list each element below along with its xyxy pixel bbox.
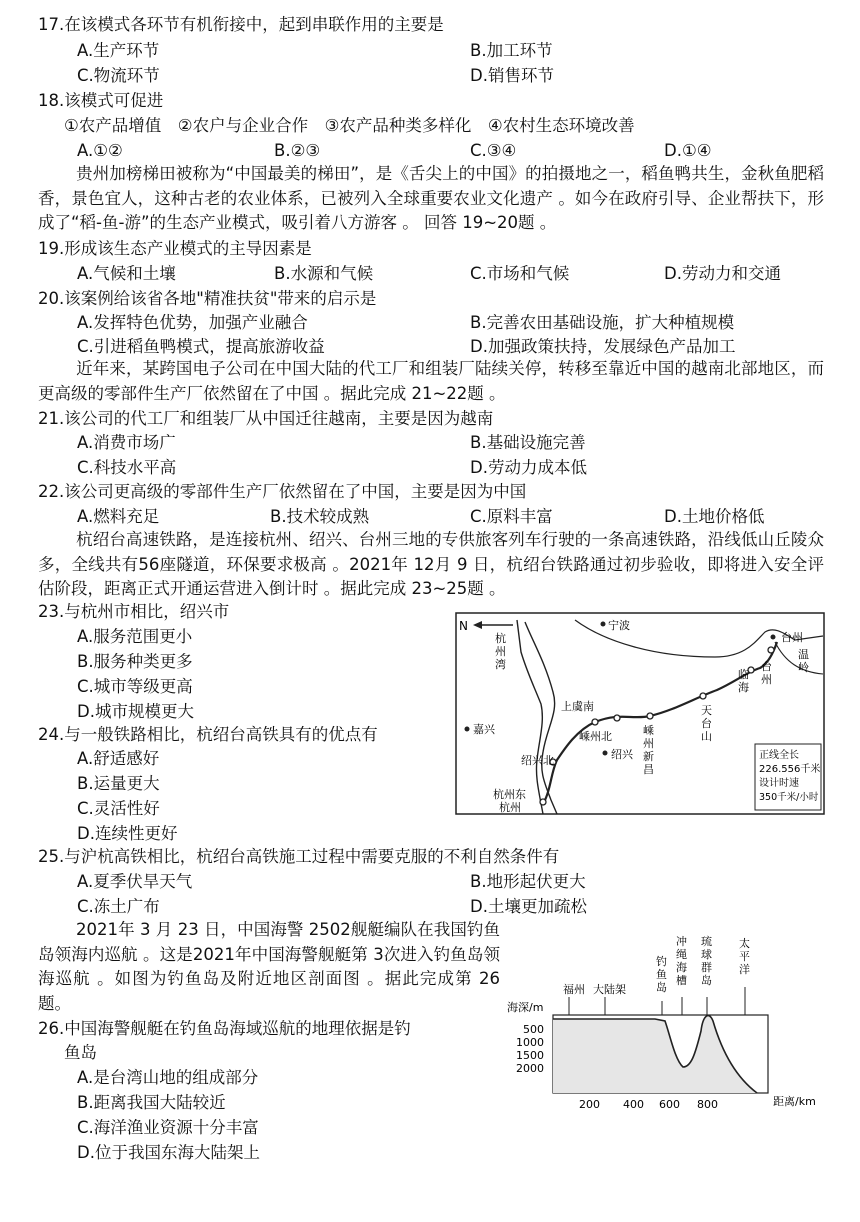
profile-ytick-2000: 2000 [516, 1062, 544, 1075]
map-label-hangzhoudong: 杭州东 [493, 788, 526, 801]
profile-xtick-600: 600 [659, 1098, 680, 1110]
passage-4 [38, 918, 500, 1016]
q22-option-a: A.燃料充足 [77, 507, 160, 526]
q18-option-d: D.①④ [664, 141, 712, 160]
map-label-shengzhoubei: 嵊州北 [579, 730, 612, 743]
q24-stem: 24.与一般铁路相比，杭绍台高铁具有的优点有 [38, 725, 378, 744]
q18-option-b: B.②③ [274, 141, 321, 160]
profile-xtick-200: 200 [579, 1098, 600, 1110]
q25-option-b: B.地形起伏更大 [470, 872, 586, 891]
q25-option-c: C.冻土广布 [77, 897, 160, 916]
map-label-shangyunan: 上虞南 [561, 700, 594, 713]
railway-map [455, 612, 825, 815]
q24-option-a: A.舒适感好 [77, 749, 160, 768]
q20-option-a: A.发挥特色优势，加强产业融合 [77, 313, 308, 332]
q26-option-a: A.是台湾山地的组成部分 [77, 1068, 259, 1087]
q17-option-c: C.物流环节 [77, 66, 160, 85]
q21-stem: 21.该公司的代工厂和组装厂从中国迁往越南，主要是因为越南 [38, 409, 494, 428]
profile-xlabel: 距离/km [773, 1095, 816, 1108]
map-label-hangzhou: 杭州 [499, 801, 521, 814]
q24-option-b: B.运量更大 [77, 774, 160, 793]
map-label-bay-1: 杭 [495, 632, 506, 645]
q23-option-c: C.城市等级更高 [77, 677, 193, 696]
q25-option-a: A.夏季伏旱天气 [77, 872, 193, 891]
q21-option-c: C.科技水平高 [77, 458, 177, 477]
q26-stem-1: 26.中国海警舰艇在钓鱼岛海域巡航的地理依据是钓 [38, 1019, 411, 1038]
passage-1-text: 贵州加榜梯田被称为“中国最美的梯田”，是《舌尖上的中国》的拍摄地之一，稻鱼鸭共生，金秋鱼肥稻香，景色宜人，这种古老的农业体系，已被列入全球重要农业文化遗产 。如今在政府引导、企业帮扶下，形成了“稻-鱼-游”的生态产业模式，吸引着八方游客 。 回答 19~20题 。 [38, 164, 824, 232]
map-label-jiaxing: 嘉兴 [473, 723, 495, 736]
q17-stem: 17.在该模式各环节有机衔接中，起到串联作用的主要是 [38, 15, 444, 34]
profile-xtick-400: 400 [623, 1098, 644, 1110]
q17-option-d: D.销售环节 [470, 66, 554, 85]
map-label-shaoxingbei: 绍兴北 [521, 754, 554, 767]
q19-option-a: A.气候和土壤 [77, 264, 176, 283]
map-label-shengzhou-xinchang: 嵊州新昌 [643, 724, 654, 776]
profile-label-diaoyu: 钓鱼岛 [656, 955, 667, 994]
map-label-linhai: 临海 [738, 668, 749, 694]
profile-ytick-500: 500 [523, 1023, 544, 1036]
q21-option-b: B.基础设施完善 [470, 433, 586, 452]
map-label-taizhou: 台州 [781, 631, 803, 644]
passage-2 [38, 357, 824, 406]
q26-option-d: D.位于我国东海大陆架上 [77, 1143, 260, 1162]
q18-stem: 18.该模式可促进 [38, 91, 164, 110]
seafloor-profile [505, 935, 825, 1110]
q18-option-a: A.①② [77, 141, 123, 160]
profile-label-fuzhou: 福州 [563, 983, 585, 996]
q21-option-d: D.劳动力成本低 [470, 458, 587, 477]
q19-option-d: D.劳动力和交通 [664, 264, 781, 283]
q25-option-d: D.土壤更加疏松 [470, 897, 587, 916]
map-label-wenling: 温岭 [798, 648, 809, 674]
map-label-tiantaishan: 天台山 [701, 704, 712, 743]
q20-option-d: D.加强政策扶持，发展绿色产品加工 [470, 337, 736, 356]
passage-1 [38, 162, 824, 236]
q22-option-d: D.土地价格低 [664, 507, 765, 526]
passage-3 [38, 528, 824, 602]
profile-label-pacific: 太平洋 [739, 937, 750, 976]
q23-option-d: D.城市规模更大 [77, 702, 194, 721]
q23-stem: 23.与杭州市相比，绍兴市 [38, 602, 230, 621]
q22-stem: 22.该公司更高级的零部件生产厂依然留在了中国，主要是因为中国 [38, 482, 527, 501]
q24-option-c: C.灵活性好 [77, 799, 160, 818]
q17-option-a: A.生产环节 [77, 41, 160, 60]
q22-option-c: C.原料丰富 [470, 507, 553, 526]
legend-line-4: 350千米/小时 [759, 792, 819, 803]
profile-ylabel: 海深/m [507, 1001, 544, 1014]
q23-option-b: B.服务种类更多 [77, 652, 193, 671]
profile-label-ryukyu: 琉球群岛 [701, 935, 712, 987]
map-label-bay: 杭州湾 [495, 632, 506, 671]
q18-items: ①农产品增值 ②农户与企业合作 ③农产品种类多样化 ④农村生态环境改善 [64, 116, 635, 135]
q21-option-a: A.消费市场广 [77, 433, 176, 452]
passage-3-text: 杭绍台高速铁路，是连接杭州、绍兴、台州三地的专供旅客列车行驶的一条高速铁路，沿线低山丘陵众多，全线共有56座隧道，环保要求极高 。2021年 12月 9 日，杭绍台铁路通过初步验收，即将进入安全评估阶段，距离正式开通运营进入倒计时 。据此完成 23~25题 。 [38, 530, 824, 598]
q26-option-c: C.海洋渔业资源十分丰富 [77, 1118, 259, 1137]
map-label-ningbo: 宁波 [608, 619, 630, 632]
q23-option-a: A.服务范围更小 [77, 627, 193, 646]
q20-stem: 20.该案例给该省各地"精准扶贫"带来的启示是 [38, 289, 377, 308]
north-label: N [459, 619, 468, 633]
q19-option-b: B.水源和气候 [274, 264, 374, 283]
passage-4-text: 2021年 3 月 23 日，中国海警 2502舰艇编队在我国钓鱼岛领海内巡航 。这是2021年中国海警舰艇第 3次进入钓鱼岛领海巡航 。如图为钓鱼岛及附近地区剖面图 。据此完成第 26题。 [38, 920, 500, 1013]
q18-option-c: C.③④ [470, 141, 517, 160]
legend-line-1: 正线全长 [759, 750, 799, 761]
map-label-taizhou-stn: 台州 [761, 660, 772, 686]
profile-label-trough: 冲绳海槽 [676, 935, 687, 987]
q20-option-b: B.完善农田基础设施，扩大种植规模 [470, 313, 735, 332]
q24-option-d: D.连续性更好 [77, 824, 178, 843]
legend-line-2: 226.556千米 [759, 764, 821, 775]
q26-stem-2: 鱼岛 [64, 1043, 97, 1062]
q19-stem: 19.形成该生态产业模式的主导因素是 [38, 239, 312, 258]
q22-option-b: B.技术较成熟 [270, 507, 370, 526]
profile-ytick-1000: 1000 [516, 1036, 544, 1049]
legend-line-3: 设计时速 [759, 778, 799, 789]
q25-stem: 25.与沪杭高铁相比，杭绍台高铁施工过程中需要克服的不利自然条件有 [38, 847, 560, 866]
profile-label-shelf: 大陆架 [593, 983, 626, 996]
map-label-shaoxing: 绍兴 [611, 748, 633, 761]
q19-option-c: C.市场和气候 [470, 264, 570, 283]
profile-xtick-800: 800 [697, 1098, 718, 1110]
q26-option-b: B.距离我国大陆较近 [77, 1093, 226, 1112]
passage-2-text: 近年来，某跨国电子公司在中国大陆的代工厂和组装厂陆续关停，转移至靠近中国的越南北部地区，而更高级的零部件生产厂依然留在了中国 。据此完成 21~22题 。 [38, 359, 824, 403]
profile-ytick-1500: 1500 [516, 1049, 544, 1062]
q20-option-c: C.引进稻鱼鸭模式，提高旅游收益 [77, 337, 325, 356]
q17-option-b: B.加工环节 [470, 41, 553, 60]
